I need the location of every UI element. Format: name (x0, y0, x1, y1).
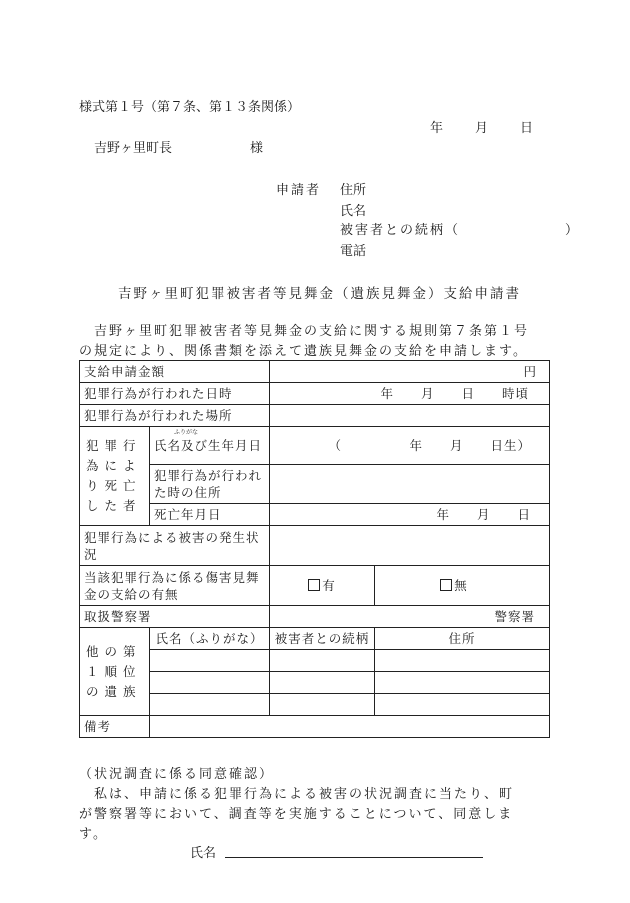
family-row (80, 650, 550, 672)
consent-line-2: が警察署等において、調査等を実施することについて、同意しま (79, 807, 514, 822)
applicant-relation-label: 被害者との続柄（ ） (340, 223, 581, 238)
damage-row (80, 526, 550, 566)
applicant-phone-label: 電話 (340, 244, 367, 259)
family-relation-cell[interactable] (270, 650, 375, 672)
application-table (79, 360, 550, 738)
family-address-cell[interactable] (375, 694, 550, 716)
consent-line-1: 私は、申請に係る犯罪行為による被害の状況調査に当たり、町 (79, 787, 515, 802)
place-value[interactable] (270, 405, 550, 427)
family-address-cell[interactable] (375, 672, 550, 694)
deceased-address-label: 犯罪行為が行われた時の住所 (150, 465, 270, 504)
applicant-label: 申請者 (276, 183, 322, 198)
police-row (80, 606, 550, 628)
remarks-row (80, 716, 550, 738)
family-header-row (80, 628, 550, 650)
intro-line-1: 吉野ヶ里町犯罪被害者等見舞金の支給に関する規則第７条第１号 (79, 324, 530, 339)
remarks-value[interactable] (150, 716, 550, 738)
page-title: 吉野ヶ里町犯罪被害者等見舞金（遺族見舞金）支給申請書 (118, 286, 521, 302)
death-date-value[interactable]: 年 月 日 (270, 504, 550, 526)
deceased-name-value[interactable]: （ 年 月 日生） (270, 427, 550, 465)
family-name-cell[interactable] (150, 672, 270, 694)
family-row (80, 672, 550, 694)
family-col-address: 住所 (375, 628, 550, 650)
datetime-row (80, 383, 550, 405)
amount-row (80, 361, 550, 383)
injury-row (80, 566, 550, 606)
family-group-label: 他の第１順位の遺族 (80, 628, 150, 716)
family-address-cell[interactable] (375, 650, 550, 672)
applicant-name-label: 氏名 (340, 204, 367, 219)
family-col-name: 氏名（ふりがな） (150, 628, 270, 650)
consent-name-signature-line[interactable] (225, 856, 483, 858)
death-date-row (80, 504, 550, 526)
place-row (80, 405, 550, 427)
injury-label: 当該犯罪行為に係る傷害見舞金の支給の有無 (80, 566, 270, 606)
remarks-label: 備考 (80, 716, 150, 738)
family-relation-cell[interactable] (270, 694, 375, 716)
intro-line-2: の規定により、関係書類を添えて遺族見舞金の支給を申請します。 (79, 344, 528, 359)
damage-value[interactable] (270, 526, 550, 566)
family-relation-cell[interactable] (270, 672, 375, 694)
deceased-name-label: ふりがな 氏名及び生年月日 (150, 427, 270, 465)
addressee: 吉野ヶ里町長 様 (94, 141, 264, 156)
police-value[interactable]: 警察署 (270, 606, 550, 628)
furigana-label: ふりがな (174, 429, 199, 436)
applicant-address-label: 住所 (340, 183, 367, 198)
family-name-cell[interactable] (150, 650, 270, 672)
death-date-label: 死亡年月日 (150, 504, 270, 526)
application-date: 年 月 日 (430, 121, 536, 136)
family-col-relation: 被害者との続柄 (270, 628, 375, 650)
family-name-cell[interactable] (150, 694, 270, 716)
family-row (80, 694, 550, 716)
deceased-address-value[interactable] (270, 465, 550, 504)
place-label: 犯罪行為が行われた場所 (80, 405, 270, 427)
deceased-name-row (80, 427, 550, 465)
deceased-group-label: 犯罪行為により死亡した者 (80, 427, 150, 526)
damage-label: 犯罪行為による被害の発生状況 (80, 526, 270, 566)
injury-yes-checkbox[interactable] (308, 579, 320, 591)
datetime-label: 犯罪行為が行われた日時 (80, 383, 270, 405)
injury-yes-option[interactable]: 有 (270, 566, 375, 606)
deceased-address-row (80, 465, 550, 504)
datetime-value[interactable]: 年 月 日 時頃 (270, 383, 550, 405)
consent-name-label: 氏名 (190, 846, 217, 861)
injury-no-checkbox[interactable] (440, 579, 452, 591)
amount-label: 支給申請金額 (80, 361, 270, 383)
injury-no-option[interactable]: 無 (375, 566, 550, 606)
form-number: 様式第１号（第７条、第１３条関係） (79, 100, 301, 115)
consent-line-3: す。 (79, 827, 108, 842)
consent-heading: （状況調査に係る同意確認） (79, 767, 275, 782)
police-label: 取扱警察署 (80, 606, 270, 628)
amount-unit[interactable]: 円 (270, 361, 550, 383)
